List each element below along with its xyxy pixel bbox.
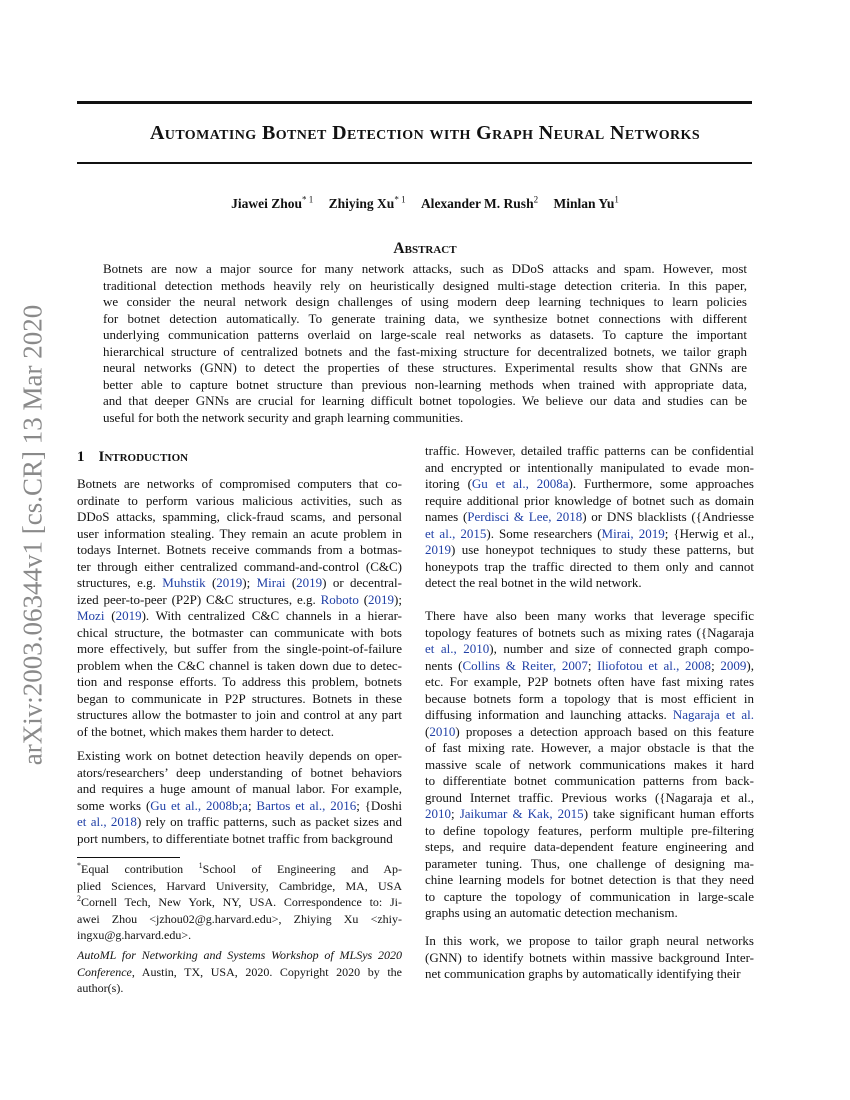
text-line: diffusing information and launching attacks. Nagaraja et al. [425, 707, 754, 722]
citation-link[interactable]: 2010 [429, 723, 456, 739]
text-line: parameter tuning. Thus, one challenge of designing ma- [425, 855, 754, 871]
text-line: better able to capture botnet structure than previous non-learning methods when trained with appropriate data, [103, 376, 747, 392]
section-title: Introduction [98, 449, 189, 465]
citation-link[interactable]: Iliofotou et al., 2008 [597, 657, 712, 673]
text-line: Conference, Austin, TX, USA, 2020. Copyright 2020 by the [77, 964, 402, 979]
author [421, 196, 538, 211]
citation-link[interactable]: et al., 2015 [425, 525, 487, 541]
text-line: ators/researchers’ deep understanding of botnet behaviors [77, 764, 402, 780]
author-name: Alexander M. Rush [420, 195, 534, 211]
text-line: names (Perdisci & Lee, 2018) or DNS blacklists ({Andriesse [425, 509, 754, 524]
author-name: Minlan Yu [553, 195, 615, 211]
text-line: (GNN) to identify botnets within massive background Inter- [425, 949, 754, 965]
title-rule [77, 162, 752, 164]
text-line: honeypots trap the traffic directed to them only and cannot [425, 558, 754, 574]
footnote-rule [77, 857, 180, 858]
text-line: ingxu@g.harvard.edu>. [77, 928, 192, 942]
footnote-mark: 1 [198, 861, 203, 870]
text-line: require additional prior knowledge of botnet such as domain [425, 492, 754, 508]
footnote-mark: 2 [77, 894, 81, 903]
citation-link[interactable]: Perdisci & Lee, 2018 [467, 509, 583, 524]
text-line: plied Sciences, Harvard University, Cambridge, MA, USA [77, 878, 402, 893]
text-line: traditional detection methods heavily rely on heuristically designed multi-stage detection criteria. In this paper, [103, 277, 747, 293]
text-line: and encrypted or intentionally manipulated to evade mon- [425, 459, 754, 475]
text-line: for botnet detection automatically. To generate training data, we synthesize botnet connections with different [103, 310, 747, 326]
text-line: graphs using an automatic detection mechanism. [425, 905, 678, 920]
citation-link[interactable]: Mirai [256, 575, 286, 590]
text-line: In this work, we propose to tailor graph neural networks [425, 933, 754, 948]
section-heading [77, 449, 188, 466]
citation-link[interactable]: Muhstik [162, 575, 206, 590]
top-rule [77, 101, 752, 104]
text-line: problem when the C&C channel is taken down due to detec- [77, 657, 402, 673]
author [231, 196, 313, 211]
text-line [77, 947, 402, 964]
text-line: Existing work on botnet detection heavily depends on oper- [77, 748, 402, 763]
text-line: Botnets are networks of compromised computers that co- [77, 476, 402, 491]
text-line: tion and response efforts. To address this problem, botnets [77, 674, 402, 689]
text-line: Botnets are now a major source for many network attacks, such as DDoS attacks and spam. However, most [103, 261, 747, 276]
text-line: structures, e.g. Muhstik (2019); Mirai (2019) or decentral- [77, 575, 402, 590]
text-line: underlying communication patterns overlaid on large-scale real networks as datasets. To capture the important [103, 327, 747, 342]
text-line: 2010; Jaikumar & Kak, 2015) take significant human efforts [425, 806, 754, 821]
text-line: neural networks (GNN) to detect the properties of these structures. Experimental results show that GNNs are [103, 360, 747, 375]
citation-link[interactable]: Nagaraja et al. [672, 707, 754, 722]
text-line: traffic. However, detailed traffic patterns can be confidential [425, 443, 754, 458]
text-line: more effectively, but suffer from the single-point-of-failure [77, 641, 402, 656]
text-line: There have also been many works that leverage specific [425, 608, 754, 623]
text-line: et al., 2015). Some researchers (Mirai, 2019; {Herwig et al., [425, 525, 754, 541]
text-line: $^2$Cornell Tech, New York, NY, USA. Correspondence to: Ji- [77, 894, 402, 909]
text-line: useful for both the network security and graph learning communities. [103, 409, 464, 425]
citation-link[interactable]: Gu et al., 2008a [471, 476, 569, 491]
right-paragraph-3 [425, 933, 754, 983]
arxiv-stamp: arXiv:2003.06344v1 [cs.CR] 13 Mar 2020 [17, 304, 48, 766]
citation-link[interactable]: Collins & Reiter, 2007 [462, 657, 588, 673]
citation-link[interactable]: Jaikumar & Kak, 2015 [459, 806, 584, 821]
text-line: massive scale of network communications makes it hard [425, 756, 754, 772]
citation-link[interactable]: 2019 [368, 591, 395, 607]
text-line: detect the real botnet in the wild network. [425, 575, 642, 590]
citation-link[interactable]: et al., 2018 [77, 814, 137, 829]
text-line: and requires a huge amount of manual labor. For example, [77, 781, 402, 796]
text-line: hierarchical structure of centralized botnets and the fast-mixing structure for decentralized botnets, we tailor graph [103, 343, 747, 359]
text-line: etc. For example, P2P botnets often have fast mixing rates [425, 674, 754, 689]
text-line: et al., 2018) rely on traffic patterns, such as packet sizes and [77, 814, 402, 829]
text-line: of the botnet, which makes them harder to detect. [77, 723, 335, 739]
abstract-heading: Abstract [393, 240, 457, 257]
text-line: todays Internet. Botnets receive commands from a botmas- [77, 542, 402, 557]
venue-note [77, 947, 402, 997]
text-line: topology features of botnets such as mixing rates ({Nagaraja [425, 624, 754, 640]
author-list [0, 194, 850, 212]
right-paragraph-1 [425, 443, 754, 592]
author-affiliation: 2 [533, 194, 539, 204]
text-line: Mozi (2019). With centralized C&C channels in a hierar- [77, 608, 402, 623]
footnote-mark: * [77, 861, 81, 870]
paper-title: Automating Botnet Detection with Graph Neural Networks [149, 122, 701, 144]
citation-link[interactable]: 2019 [296, 575, 323, 590]
text-line: ized peer-to-peer (P2P) C&C structures, e.g. Roboto (2019); [77, 591, 402, 607]
text-line: because botnets form a topology that is most efficient in [425, 690, 754, 706]
left-paragraph-2 [77, 748, 402, 847]
citation-link[interactable]: Bartos et al., 2016 [256, 797, 357, 813]
text-line: ground Internet traffic. Previous works ({Nagaraja et al., [425, 789, 754, 805]
text-line: port numbers, to differentiate botnet traffic from background [77, 830, 393, 846]
text-line: author(s). [77, 981, 124, 995]
citation-link[interactable]: Mirai, 2019 [601, 525, 665, 541]
citation-link[interactable]: 2019 [115, 608, 142, 623]
text-line: chical structure, the botmaster can communicate with bots [77, 624, 402, 640]
text-line: et al., 2010), number and size of connected graph compo- [425, 641, 754, 656]
section-number: 1 [77, 449, 85, 465]
footnote [77, 861, 402, 944]
text-line: to capture the topology of communication in large-scale [425, 888, 754, 904]
text-line: structures allow the botmaster to join and control at any part [77, 707, 402, 722]
citation-link[interactable]: 2019 [425, 542, 451, 557]
text-line: 2019) use honeypot techniques to study these patterns, but [425, 542, 754, 557]
author [553, 196, 618, 211]
right-paragraph-2 [425, 608, 754, 922]
citation-link[interactable]: 2009 [720, 657, 747, 673]
left-paragraph-1 [77, 476, 402, 740]
text-line: user information stealing. They remain an acute problem in [77, 525, 402, 541]
text-line: DDoS attacks, spamming, click-fraud scams, and personal [77, 509, 402, 524]
text-line: net communication graphs by automatically identifying their [425, 966, 741, 981]
abstract-body [103, 261, 747, 426]
text-line: some works (Gu et al., 2008b;a; Bartos et al., 2016; {Doshi [77, 797, 402, 813]
text-line: chine learning models for botnet detection is that they need [425, 872, 754, 887]
text-line: began to communicate in P2P structures. Botnets in these [77, 690, 402, 706]
citation-link[interactable]: et al., 2010 [425, 641, 490, 656]
italic-text: AutoML for Networking and Systems Workshop of MLSys 2020 [77, 948, 402, 962]
author [329, 196, 406, 211]
citation-link[interactable]: Mozi [77, 608, 105, 623]
text-line: we consider the neural network design challenges of using modern deep learning techniques to learn policies [103, 294, 747, 309]
text-line: itoring (Gu et al., 2008a). Furthermore, some approaches [425, 476, 754, 491]
text-line: *Equal contribution $^1$School of Engineering and Ap- [77, 861, 402, 876]
text-line: ordinate to perform various malicious activities, such as [77, 492, 402, 508]
text-line: (2010) proposes a detection approach based on this feature [425, 723, 754, 739]
author-affiliation: 1 [614, 194, 619, 204]
citation-link[interactable]: Roboto [320, 591, 359, 607]
author-affiliation: * 1 [302, 194, 314, 204]
text-line: awei Zhou <jzhou02@g.harvard.edu>, Zhiying Xu <zhiy- [77, 911, 402, 926]
citation-link[interactable]: 2010 [425, 806, 451, 821]
text-line: to differentiate botnet communication patterns from back- [425, 773, 754, 788]
citation-link[interactable]: 2019 [216, 575, 243, 590]
text-line: steps, and require data-dependent feature engineering and [425, 839, 754, 854]
citation-link[interactable]: Gu et al., 2008b [150, 797, 239, 813]
author-name: Jiawei Zhou [231, 195, 303, 211]
text-line: ter through either centralized command-and-control (C&C) [77, 558, 402, 574]
text-line: and that deeper GNNs are crucial for learning difficult botnet topologies. We believe our data and studies can be [103, 393, 747, 408]
text-line: to define topology features, perform multiple pre-filtering [425, 822, 754, 838]
author-affiliation: * 1 [394, 194, 406, 204]
italic-text: Conference [77, 964, 132, 979]
text-line: of fast mixing rate. However, a major obstacle is that the [425, 740, 754, 755]
text-line: nents (Collins & Reiter, 2007; Iliofotou et al., 2008; 2009), [425, 657, 754, 673]
citation-link[interactable]: a [242, 797, 248, 813]
author-name: Zhiying Xu [328, 195, 395, 211]
